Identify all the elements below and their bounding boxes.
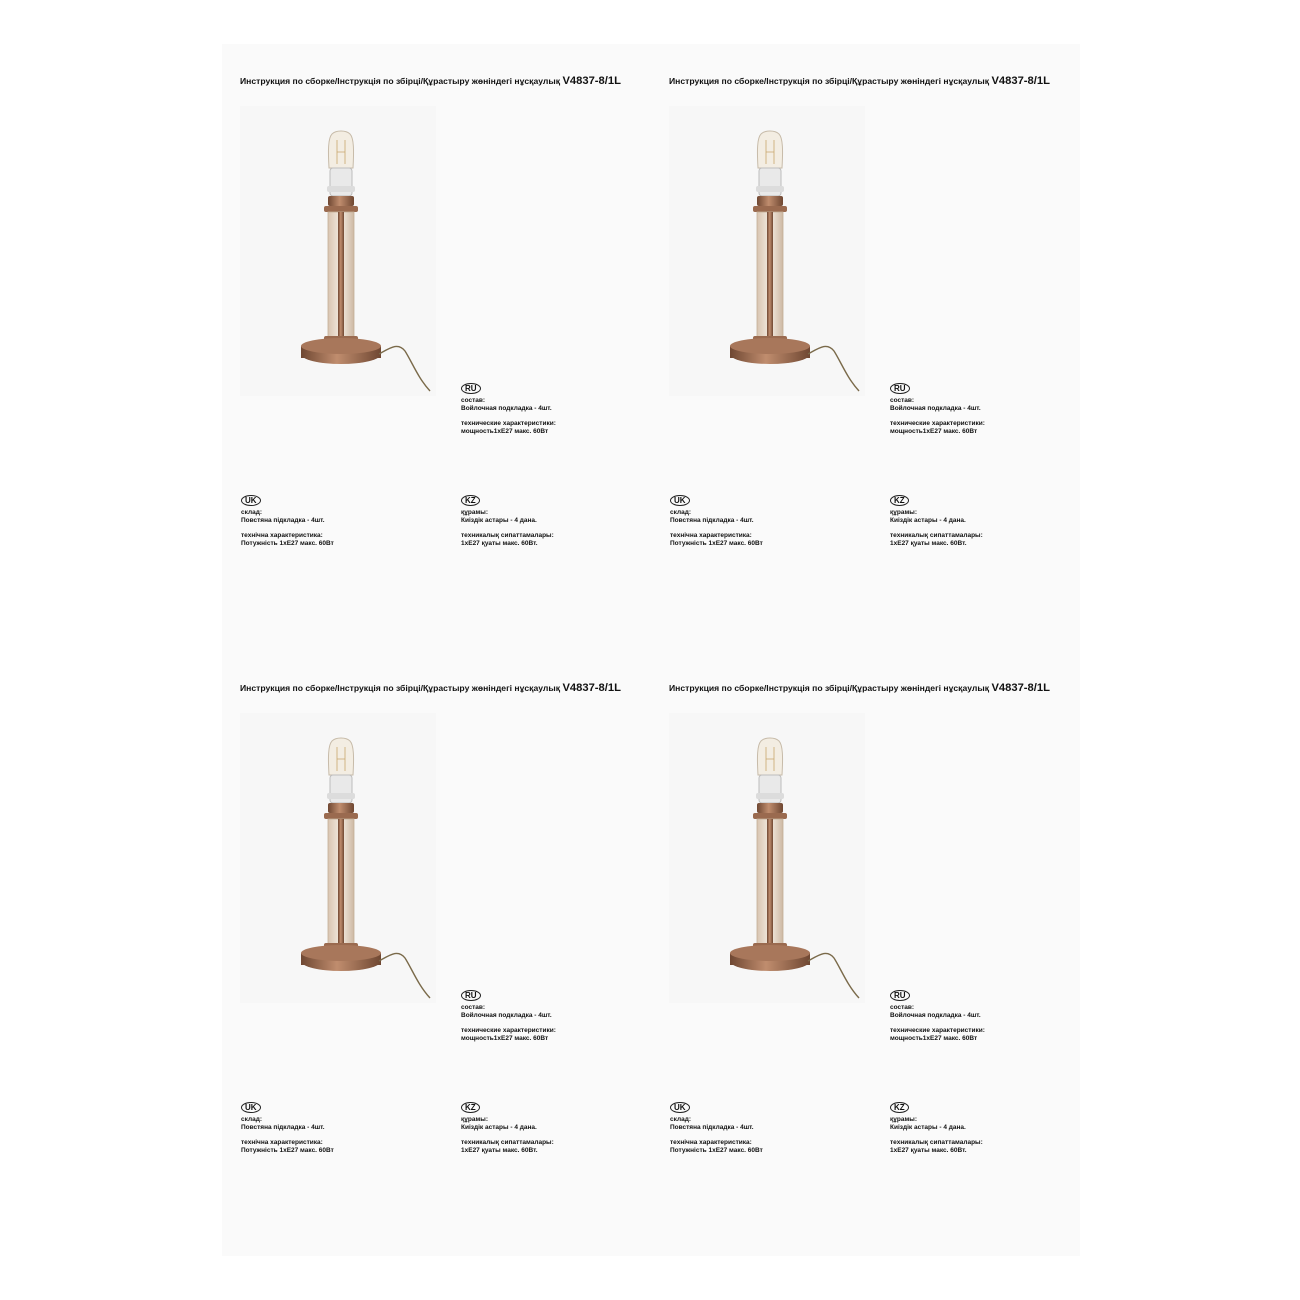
ru-badge: RU [461, 990, 481, 1001]
ru-specs: мощность1xE27 макс. 60Вт [461, 1034, 549, 1042]
uk-badge: UK [241, 1102, 261, 1113]
uk-specs: Потужність 1xE27 макс. 60Вт [241, 539, 334, 547]
ru-heading-composition: состав: [890, 1004, 915, 1011]
table-lamp-photo-icon [669, 713, 865, 1003]
kz-heading-composition: құрамы: [890, 1116, 917, 1123]
instruction-panel [651, 651, 1080, 1257]
uk-section [241, 495, 334, 547]
kz-specs: 1xE27 қуаты макс. 60Вт. [890, 1146, 967, 1154]
title-text: Инструкция по сборке/Інструкція по збірці/Құрастыру жөніндегі нұсқаулық [669, 76, 990, 86]
ru-composition: Войлочная подкладка - 4шт. [461, 404, 552, 412]
uk-composition: Повстяна підкладка - 4шт. [670, 516, 754, 524]
kz-heading-composition: құрамы: [461, 509, 488, 516]
kz-composition: Киіздік астары - 4 дана. [461, 516, 537, 524]
ru-heading-specs: технические характеристики: [461, 420, 556, 428]
panel-title [240, 75, 621, 87]
kz-composition: Киіздік астары - 4 дана. [461, 1123, 537, 1131]
uk-composition: Повстяна підкладка - 4шт. [241, 1123, 325, 1131]
ru-specs: мощность1xE27 макс. 60Вт [890, 1034, 978, 1042]
kz-specs: 1xE27 қуаты макс. 60Вт. [890, 539, 967, 547]
uk-heading-specs: технічна характеристика: [670, 532, 752, 540]
uk-heading-composition: склад: [241, 1116, 262, 1123]
uk-heading-specs: технічна характеристика: [670, 1139, 752, 1147]
uk-specs: Потужність 1xE27 макс. 60Вт [670, 539, 763, 547]
uk-composition: Повстяна підкладка - 4шт. [670, 1123, 754, 1131]
kz-specs: 1xE27 қуаты макс. 60Вт. [461, 1146, 538, 1154]
uk-section [670, 495, 763, 547]
uk-section [670, 1102, 763, 1154]
ru-heading-specs: технические характеристики: [461, 1027, 556, 1035]
kz-badge: KZ [461, 1102, 480, 1113]
ru-heading-composition: состав: [461, 1004, 486, 1011]
ru-specs: мощность1xE27 макс. 60Вт [890, 427, 978, 435]
instruction-panel [222, 44, 651, 650]
uk-specs: Потужність 1xE27 макс. 60Вт [241, 1146, 334, 1154]
kz-section [890, 495, 983, 547]
panel-title [669, 682, 1050, 694]
instruction-sheet [222, 44, 1080, 1256]
uk-badge: UK [670, 495, 690, 506]
ru-heading-composition: состав: [890, 397, 915, 404]
kz-badge: KZ [461, 495, 480, 506]
ru-badge: RU [890, 990, 910, 1001]
title-text: Инструкция по сборке/Інструкція по збірці/Құрастыру жөніндегі нұсқаулық [240, 683, 561, 693]
uk-heading-composition: склад: [670, 509, 691, 516]
kz-badge: KZ [890, 1102, 909, 1113]
ru-specs: мощность1xE27 макс. 60Вт [461, 427, 549, 435]
uk-badge: UK [670, 1102, 690, 1113]
uk-badge: UK [241, 495, 261, 506]
instruction-panel [651, 44, 1080, 650]
ru-composition: Войлочная подкладка - 4шт. [461, 1011, 552, 1019]
title-text: Инструкция по сборке/Інструкція по збірці/Құрастыру жөніндегі нұсқаулық [669, 683, 990, 693]
ru-section [461, 990, 556, 1042]
ru-heading-composition: состав: [461, 397, 486, 404]
ru-badge: RU [890, 383, 910, 394]
table-lamp-photo-icon [240, 106, 436, 396]
uk-heading-specs: технічна характеристика: [241, 1139, 323, 1147]
kz-heading-specs: техникалық сипаттамалары: [461, 1139, 554, 1147]
ru-section [461, 383, 556, 435]
kz-section [890, 1102, 983, 1154]
model-number: V4837-8/1L [562, 75, 621, 87]
panel-title [240, 682, 621, 694]
kz-heading-specs: техникалық сипаттамалары: [890, 532, 983, 540]
model-number: V4837-8/1L [991, 682, 1050, 694]
kz-heading-composition: құрамы: [890, 509, 917, 516]
uk-specs: Потужність 1xE27 макс. 60Вт [670, 1146, 763, 1154]
kz-heading-composition: құрамы: [461, 1116, 488, 1123]
panel-title [669, 75, 1050, 87]
kz-heading-specs: техникалық сипаттамалары: [461, 532, 554, 540]
model-number: V4837-8/1L [562, 682, 621, 694]
kz-section [461, 495, 554, 547]
table-lamp-photo-icon [669, 106, 865, 396]
uk-section [241, 1102, 334, 1154]
uk-heading-specs: технічна характеристика: [241, 532, 323, 540]
model-number: V4837-8/1L [991, 75, 1050, 87]
kz-heading-specs: техникалық сипаттамалары: [890, 1139, 983, 1147]
title-text: Инструкция по сборке/Інструкція по збірці/Құрастыру жөніндегі нұсқаулық [240, 76, 561, 86]
kz-specs: 1xE27 қуаты макс. 60Вт. [461, 539, 538, 547]
ru-heading-specs: технические характеристики: [890, 420, 985, 428]
kz-composition: Киіздік астары - 4 дана. [890, 516, 966, 524]
uk-heading-composition: склад: [670, 1116, 691, 1123]
ru-composition: Войлочная подкладка - 4шт. [890, 1011, 981, 1019]
ru-badge: RU [461, 383, 481, 394]
ru-section [890, 383, 985, 435]
uk-heading-composition: склад: [241, 509, 262, 516]
ru-composition: Войлочная подкладка - 4шт. [890, 404, 981, 412]
kz-composition: Киіздік астары - 4 дана. [890, 1123, 966, 1131]
ru-section [890, 990, 985, 1042]
table-lamp-photo-icon [240, 713, 436, 1003]
uk-composition: Повстяна підкладка - 4шт. [241, 516, 325, 524]
instruction-panel [222, 651, 651, 1257]
ru-heading-specs: технические характеристики: [890, 1027, 985, 1035]
kz-section [461, 1102, 554, 1154]
kz-badge: KZ [890, 495, 909, 506]
